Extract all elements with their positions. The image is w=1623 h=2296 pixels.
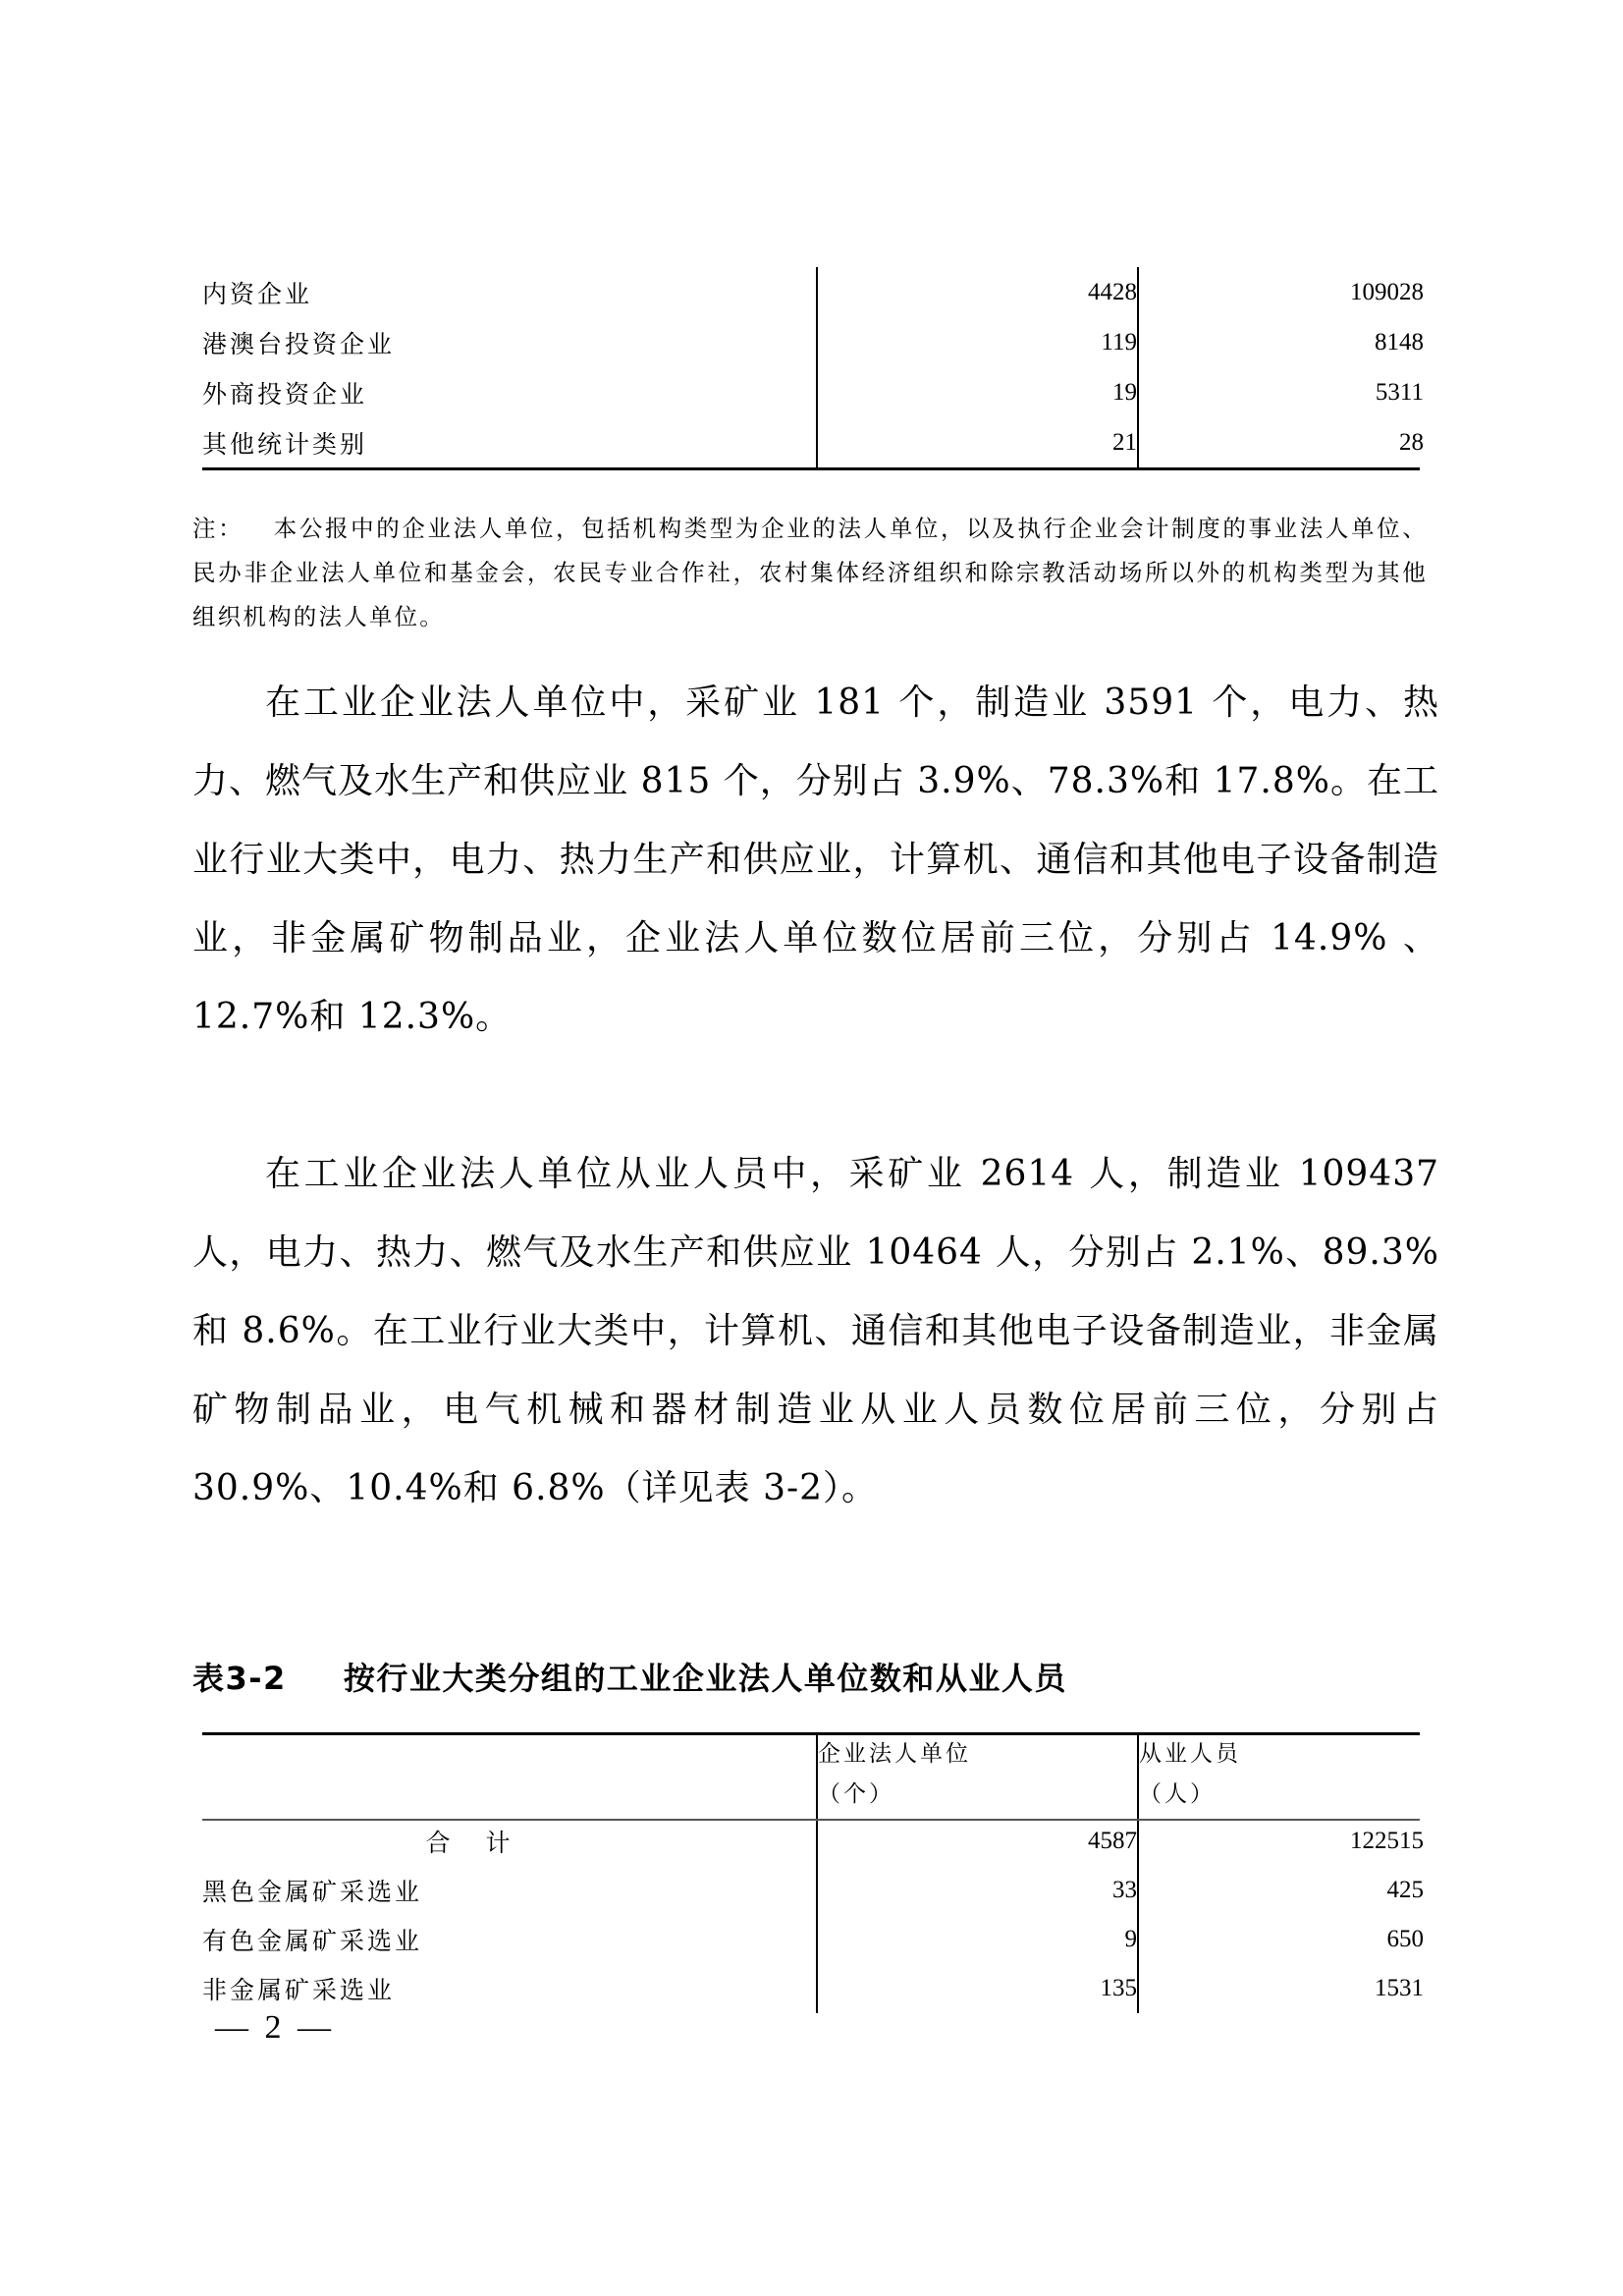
page-number: — 2 —	[215, 2009, 335, 2046]
row-label: 外商投资企业	[202, 379, 368, 409]
row-units: 4587	[817, 1817, 1138, 1866]
table-row	[202, 267, 1424, 317]
header-units-sub: （个）	[818, 1781, 894, 1807]
row-label: 有色金属矿采选业	[202, 1927, 423, 1955]
row-employees: 1531	[1375, 1975, 1424, 2001]
industry-table-body	[202, 1817, 1424, 2013]
table-row	[202, 1915, 1424, 1964]
continuation-table-body	[202, 267, 1424, 467]
table-bottom-rule	[202, 467, 1420, 470]
table-row-total	[202, 1817, 1424, 1866]
row-spacer	[747, 1915, 817, 1964]
row-spacer	[747, 1964, 817, 2013]
body-paragraph-1	[192, 664, 1439, 1057]
row-employees: 425	[1386, 1877, 1424, 1903]
row-label: 港澳台投资企业	[202, 329, 396, 358]
row-employees: 8148	[1375, 328, 1424, 355]
table-row	[202, 317, 1424, 367]
row-employees: 28	[1399, 428, 1424, 456]
table-row	[202, 1964, 1424, 2013]
row-employees: 122515	[1350, 1828, 1424, 1854]
continuation-table-grid	[202, 267, 1424, 467]
header-units	[817, 1732, 1138, 1817]
header-units-main: 企业法人单位	[818, 1741, 971, 1767]
row-label: 合 计	[425, 1829, 524, 1857]
table-header-row	[202, 1732, 1424, 1817]
table-row	[202, 417, 1424, 467]
table-caption	[192, 1654, 1067, 1699]
header-blank-label	[202, 1732, 747, 1817]
row-units: 33	[817, 1866, 1138, 1915]
table-row	[202, 1866, 1424, 1915]
row-units: 9	[817, 1915, 1138, 1964]
row-spacer	[747, 267, 817, 317]
body-paragraph-2	[192, 1135, 1439, 1528]
row-units: 4428	[817, 267, 1138, 317]
row-spacer	[747, 317, 817, 367]
row-spacer	[747, 417, 817, 467]
industry-table-head	[202, 1732, 1424, 1817]
paragraph-text: 在工业企业法人单位中，采矿业 181 个，制造业 3591 个，电力、热力、燃气及水生产和供应业 815 个，分别占 3.9%、78.3%和 17.8%。在工业行业大类中，电力、热力生产和供应业，计算机、通信和其他电子设备制造业，非金属矿物制品业，企业法人单位数位居前三位，分别占 14.9% 、12.7%和 12.3%。	[192, 683, 1439, 1037]
row-employees: 650	[1386, 1926, 1424, 1952]
row-spacer	[747, 1817, 817, 1866]
row-employees: 5311	[1375, 378, 1424, 406]
note-text: 本公报中的企业法人单位，包括机构类型为企业的法人单位，以及执行企业会计制度的事业法人单位、民办非企业法人单位和基金会，农民专业合作社，农村集体经济组织和除宗教活动场所以外的机构类型为其他组织机构的法人单位。	[192, 515, 1429, 630]
continuation-table	[202, 267, 1424, 467]
row-units: 21	[817, 417, 1138, 467]
row-label: 其他统计类别	[202, 429, 368, 459]
header-employees-main: 从业人员	[1139, 1741, 1241, 1767]
industry-table-grid	[202, 1732, 1424, 2013]
row-units: 119	[817, 317, 1138, 367]
header-spacer	[747, 1732, 817, 1817]
bottom-table-header-rule	[202, 1819, 1420, 1821]
paragraph-text: 在工业企业法人单位从业人员中，采矿业 2614 人，制造业 109437 人，电力、热力、燃气及水生产和供应业 10464 人，分别占 2.1%、89.3%和 8.6%。在工业行业大类中，计算机、通信和其他电子设备制造业，非金属矿物制品业，电气机械和器材制造业从业人员数位居前三位，分别占 30.9%、10.4%和 6.8%（详见表 3-2）。	[192, 1154, 1439, 1508]
row-units: 135	[817, 1964, 1138, 2013]
row-label: 黑色金属矿采选业	[202, 1878, 423, 1906]
row-label: 内资企业	[202, 279, 313, 308]
industry-table	[202, 1732, 1424, 2013]
row-label: 非金属矿采选业	[202, 1976, 396, 2004]
table-caption-number: 表3-2	[192, 1660, 287, 1697]
note-label: 注：	[192, 515, 244, 542]
row-spacer	[747, 367, 817, 417]
table-caption-title: 按行业大类分组的工业企业法人单位数和从业人员	[343, 1660, 1067, 1697]
header-employees	[1138, 1732, 1424, 1817]
table-row	[202, 367, 1424, 417]
row-units: 19	[817, 367, 1138, 417]
row-employees: 109028	[1350, 278, 1424, 305]
header-employees-sub: （人）	[1139, 1781, 1216, 1807]
table-note	[192, 507, 1428, 639]
row-spacer	[747, 1866, 817, 1915]
